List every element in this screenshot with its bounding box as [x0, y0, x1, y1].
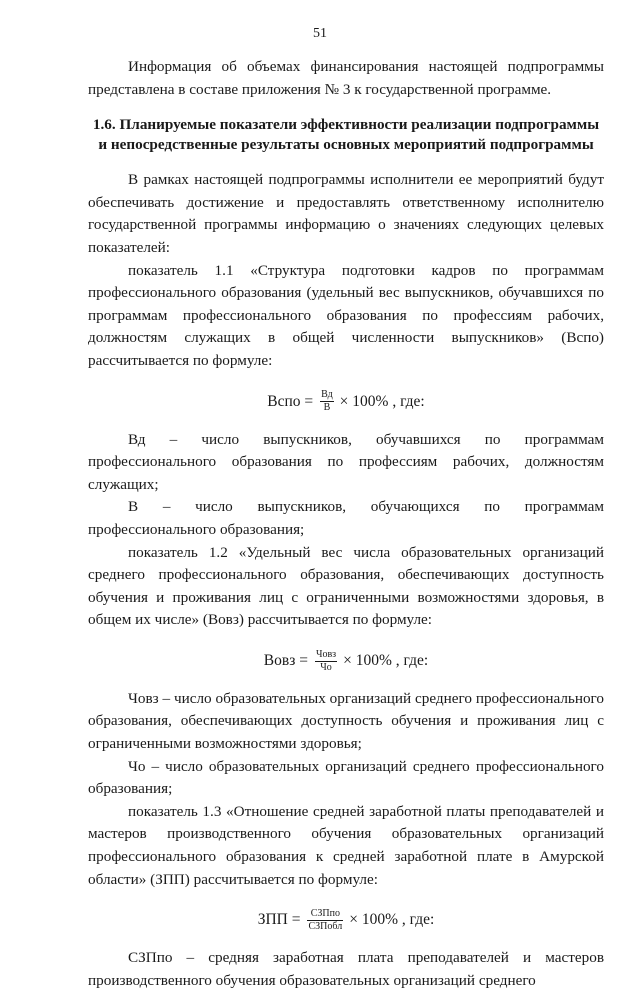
paragraph-def-cho: Чо – число образовательных организаций среднего профессионального образования; [88, 757, 604, 798]
formula-tail: × 100% , где: [349, 911, 435, 929]
paragraph-def-vd: Вд – число выпускников, обучавшихся по программам профессионального образования по профессиям рабочих, должностям служащих; [88, 430, 604, 493]
page-number: 51 [313, 26, 327, 41]
paragraph-financing: Информация об объемах финансирования настоящей подпрограммы представлена в составе приложения № 3 к государственной программе. [88, 58, 604, 98]
formula-fraction [307, 908, 343, 933]
formula-vspo [88, 389, 604, 415]
formula-fraction [320, 389, 334, 414]
formula-tail: × 100% , где: [343, 651, 429, 669]
paragraph-def-szppo: СЗПпо – средняя заработная плата преподавателей и мастеров производственного обучения образовательных организаций среднего [88, 949, 604, 989]
formula-denominator: Чо [320, 661, 332, 673]
formula-zpp [88, 907, 604, 933]
formula-denominator: СЗПобл [308, 921, 343, 933]
paragraph-def-v: В – число выпускников, обучающихся по программам профессионального образования; [88, 498, 604, 538]
page-body [88, 56, 604, 992]
formula-vovz [88, 648, 604, 674]
formula-lhs: ЗПП = [257, 911, 301, 929]
formula-lhs: Вспо = [267, 392, 314, 410]
formula-tail: × 100% , где: [339, 392, 425, 410]
paragraph-indicator-1-2: показатель 1.2 «Удельный вес числа образовательных организаций среднего профессионального образования, обеспечивающих доступность обучения и проживания лиц с ограниченными возможностями здоровья, в общем их числе» (Вовз) рассчитывается по формуле: [88, 543, 604, 629]
formula-denominator: В [323, 402, 331, 414]
formula-numerator: Човз [315, 648, 337, 660]
formula-numerator: СЗПпо [307, 908, 343, 921]
paragraph-indicator-1-3: показатель 1.3 «Отношение средней заработной платы преподавателей и мастеров производственного обучения образовательных организаций профессионального образования к средней заработной плате в Амурской области» (ЗПП) рассчитывается по формуле: [88, 802, 604, 888]
formula-numerator: Вд [321, 389, 333, 401]
paragraph-def-chovz: Човз – число образовательных организаций среднего профессионального образования, обеспечивающих доступность обучения и проживания лиц с ограниченными возможностями здоровья; [88, 689, 604, 753]
paragraph-intro: В рамках настоящей подпрограммы исполнители ее мероприятий будут обеспечивать достижение и предоставлять ответственному исполнителю государственной программы информацию о значениях следующих целевых показателей: [88, 171, 604, 256]
section-heading: 1.6. Планируемые показатели эффективности реализации подпрограммы и непосредственные результаты основных мероприятий подпрограммы [92, 116, 600, 154]
formula-lhs: Вовз = [263, 651, 308, 669]
formula-fraction [315, 649, 337, 674]
paragraph-indicator-1-1: показатель 1.1 «Структура подготовки кадров по программам профессионального образования (удельный вес выпускников, обучавшихся по программам профессионального образования по профессиям рабочих, должностям служащих в общей численности выпускников» (Вспо) рассчитывается по формуле: [88, 261, 604, 369]
